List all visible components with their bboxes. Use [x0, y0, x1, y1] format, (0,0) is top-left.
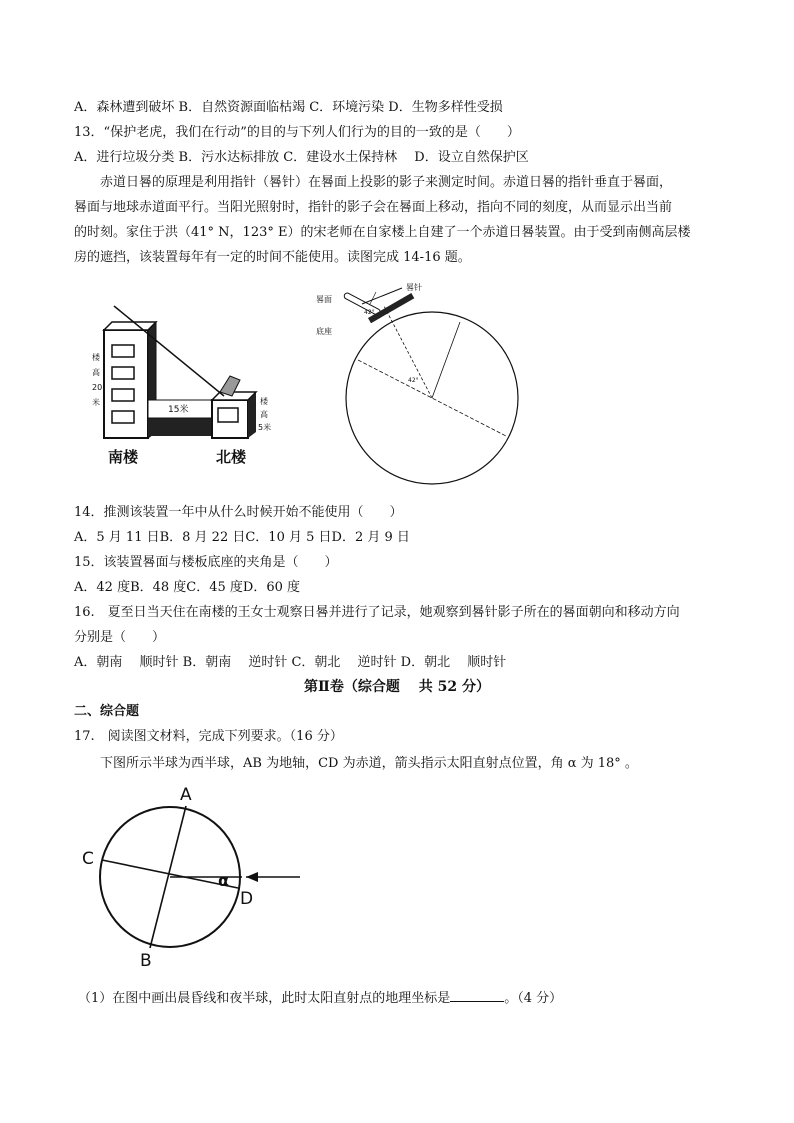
north-building-label: 北楼 — [216, 448, 247, 466]
north-height-label-2: 高 — [260, 410, 268, 419]
q17-sub1-text-b: 。（4 分） — [504, 991, 563, 1006]
q15-stem: 15．该装置晷面与楼板底座的夹角是（ ） — [74, 555, 338, 570]
hemisphere-figure — [78, 782, 308, 972]
label-A: A — [180, 785, 192, 805]
q17-sub1-text-a: （1）在图中画出晨昏线和夜半球，此时太阳直射点的地理坐标是 — [78, 991, 451, 1006]
gnomon-line — [362, 288, 402, 304]
ground-platform — [148, 418, 218, 436]
south-height-label-3: 20 — [92, 383, 103, 392]
q15-options: A．42 度B．48 度C．45 度D．60 度 — [74, 580, 301, 595]
south-height-label-4: 米 — [92, 398, 100, 407]
south-height-label-2: 高 — [92, 368, 100, 377]
angle-top-label: 42° — [364, 309, 375, 316]
passage-line-4: 房的遮挡，该装置每年有一定的时间不能使用。读图完成 14-16 题。 — [74, 250, 471, 265]
north-height-label-1: 楼 — [260, 397, 268, 406]
passage-line-3: 的时刻。家住于洪（41° N，123° E）的宋老师在自家楼上自建了一个赤道日晷装置。由于受到南侧高层楼 — [74, 225, 691, 240]
q17-sub1 — [78, 989, 562, 1008]
q17-stem: 17. 阅读图文材料，完成下列要求。（16 分） — [74, 729, 343, 744]
angle-center-label: 42° — [408, 377, 419, 384]
label-D: D — [240, 889, 254, 909]
q16-stem-line-2: 分别是（ ） — [74, 630, 166, 645]
q16-stem-line-1: 16. 夏至日当天住在南楼的王女士观察日晷并进行了记录，她观察到晷针影子所在的晷面朝向和移动方向 — [74, 605, 680, 620]
south-building-label: 南楼 — [108, 448, 139, 466]
building-shadow-figure — [92, 300, 292, 470]
label-C: C — [82, 849, 94, 869]
q13-options: A．进行垃圾分类 B．污水达标排放 C．建设水土保持林 D．设立自然保护区 — [74, 150, 529, 165]
passage-line-2: 晷面与地球赤道面平行。当阳光照射时，指针的影子会在晷面上移动，指向不同的刻度，从而显示出当前 — [74, 200, 673, 215]
label-B: B — [140, 951, 152, 971]
answer-blank[interactable] — [450, 989, 504, 1002]
section-title: 第Ⅱ卷（综合题 共 52 分） — [304, 679, 490, 695]
label-alpha: α — [218, 871, 229, 890]
q13-stem: 13．“保护老虎，我们在行动”的目的与下列人们行为的目的一致的是（ ） — [74, 125, 520, 140]
north-height-label-3: 5米 — [258, 423, 272, 432]
q17-description: 下图所示半球为西半球，AB 为地轴，CD 为赤道，箭头指示太阳直射点位置，角 α 为 18° 。 — [100, 756, 638, 771]
q14-options: A．5 月 11 日B．8 月 22 日C．10 月 5 日D．2 月 9 日 — [74, 530, 410, 545]
base-label: 底座 — [316, 327, 332, 336]
arrow-head-icon — [246, 872, 258, 882]
dial-face-label: 晷面 — [316, 295, 332, 304]
passage-line-1: 赤道日晷的原理是利用指针（晷针）在晷面上投影的影子来测定时间。赤道日晷的指针垂直于晷面， — [100, 175, 673, 190]
q14-stem: 14．推测该装置一年中从什么时候开始不能使用（ ） — [74, 505, 403, 520]
section-heading: 二、综合题 — [74, 704, 140, 719]
q16-options: A．朝南 顺时针 B．朝南 逆时针 C．朝北 逆时针 D．朝北 顺时针 — [74, 655, 507, 670]
q12-options: A．森林遭到破坏 B．自然资源面临枯竭 C．环境污染 D．生物多样性受损 — [74, 100, 503, 115]
distance-label: 15米 — [168, 405, 189, 415]
sundial-globe-figure — [310, 282, 530, 497]
south-height-label-1: 楼 — [92, 353, 100, 362]
gnomon-label: 晷针 — [406, 283, 422, 292]
